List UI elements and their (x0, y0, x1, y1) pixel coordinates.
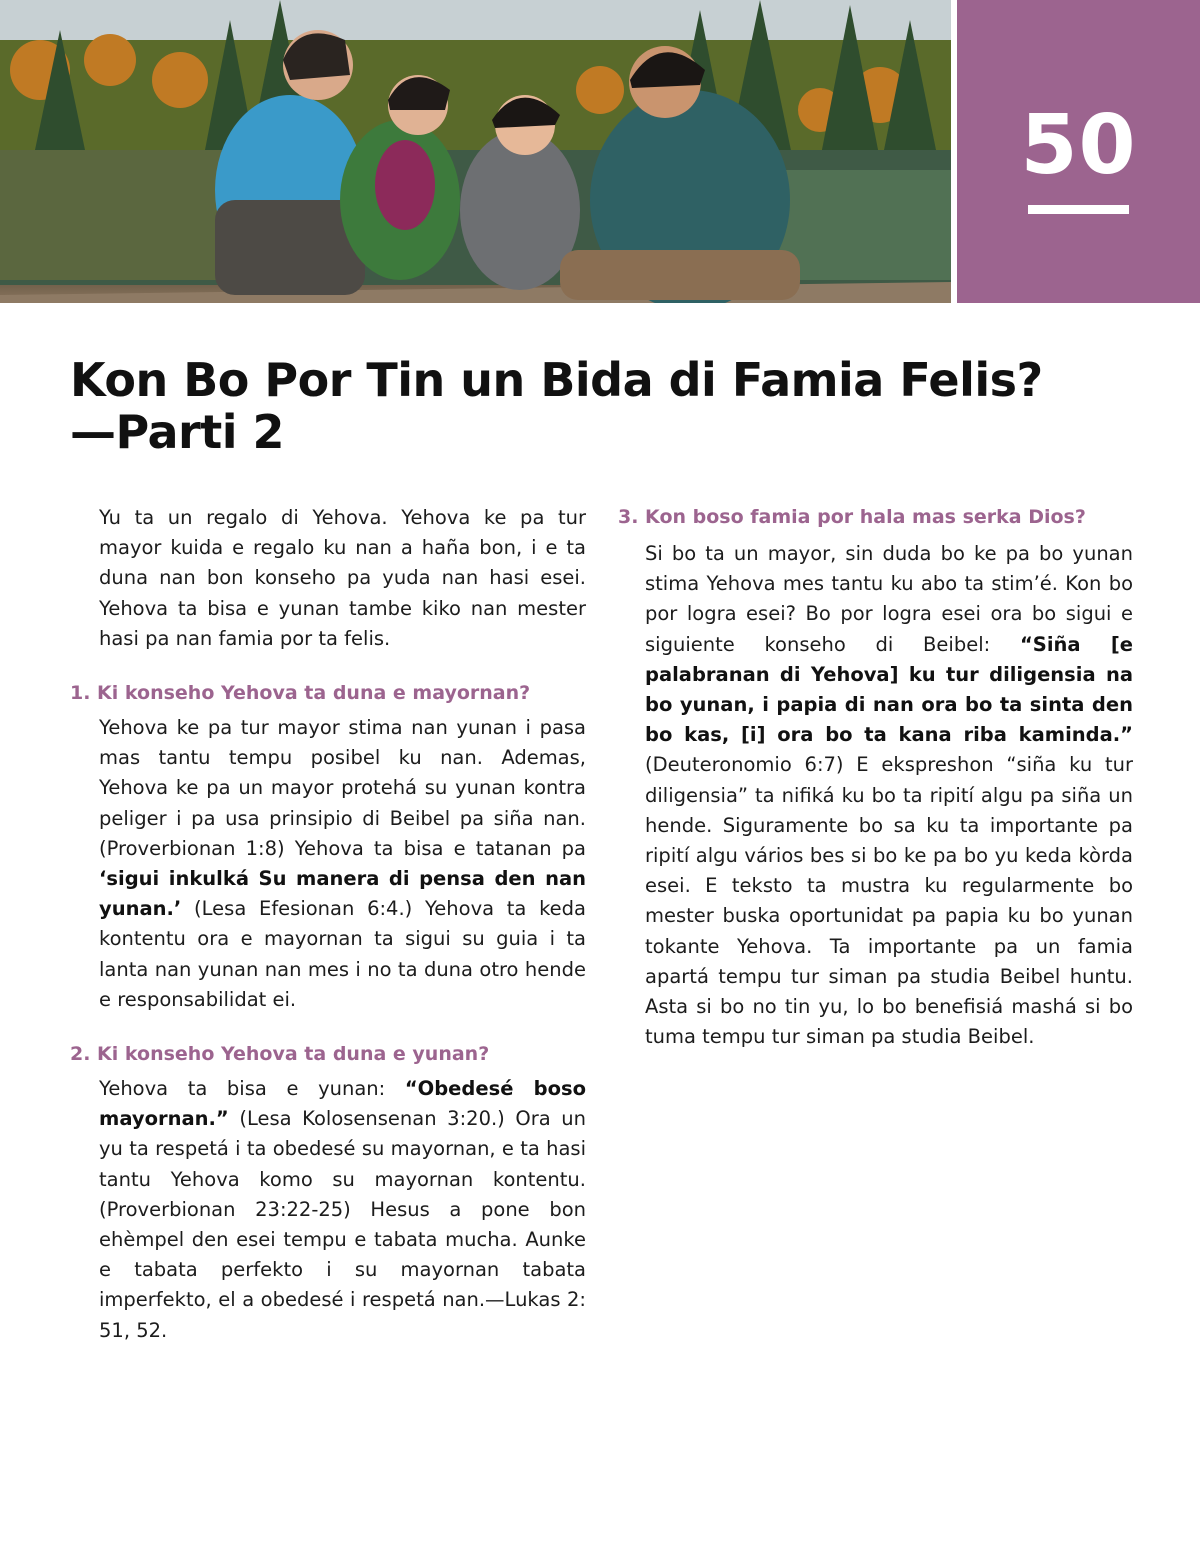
intro-paragraph: Yu ta un regalo di Yehova. Yehova ke pa tur mayor kuida e regalo ku nan a haña bon, i e ta duna nan bon konseho pa yuda nan hasi esei. Yehova ta bisa e yunan tambe kiko nan mester hasi pa nan famia por ta felis. (99, 506, 586, 650)
section-3-text-b: (Deuteronomio 6:7) E ekspreshon “siña ku tur diligensia” ta nifiká ku bo ta ripití algu pa siña un hende. Siguramente bo sa ku ta importante pa ripití algu vários bes si bo ke pa bo yu keda kòrda esei. E teksto ta mustra ku regularmente bo mester buska oportunidat pa papia ku bo yunan tokante Yehova. Ta importante pa un famia apartá tempu tur siman pa studia Beibel huntu. Asta si bo no tin yu, lo bo benefisiá mashá si bo tuma tempu tur siman pa studia Beibel. (645, 753, 1133, 1049)
section-1-quote: ‘sigui inkulká Su manera di pensa den nan yunan.’ (99, 867, 586, 921)
section-1-text-b: (Lesa Efesionan 6:4.) Yehova ta keda kontentu ora e mayornan ta sigui su guia i ta lanta nan yunan nan mes i no ta duna otro hende e responsabilidat ei. (99, 897, 586, 1011)
left-column (70, 503, 586, 1346)
section-1-text-a: Yehova ke pa tur mayor stima nan yunan i pasa mas tantu tempu posibel ku nan. Ademas, Yehova ke pa un mayor protehá su yunan kontra peliger i pa usa prinsipio di Beibel pa siña nan. (Proverbionan 1:8) Yehova ta bisa e tatanan pa (99, 716, 586, 860)
section-3-text-a: Si bo ta un mayor, sin duda bo ke pa bo yunan stima Yehova mes tantu ku abo ta stim’é. Kon bo por logra esei? Bo por logra esei ora bo sigui e siguiente konseho di Beibel: (645, 542, 1133, 656)
section-2-paragraph (70, 1074, 586, 1346)
lesson-number: 50 (1020, 98, 1137, 193)
section-2-text-a: Yehova ta bisa e yunan: (99, 1077, 405, 1101)
section-3-quote: “Siña [e palabranan di Yehova] ku tur diligensia na bo yunan, i papia di nan ora bo ta sinta den bo kas, [i] ora bo ta kana riba kaminda.” (645, 632, 1133, 747)
section-1-heading: 1. Ki konseho Yehova ta duna e mayornan? (70, 682, 531, 705)
section-1-paragraph (70, 713, 586, 1015)
lesson-number-underline (1028, 205, 1129, 214)
page-title (70, 354, 1130, 458)
page-title-line2: —Parti 2 (70, 405, 284, 459)
right-column (618, 503, 1133, 1052)
page-title-line1: Kon Bo Por Tin un Bida di Famia Felis? (70, 353, 1043, 407)
section-2-heading: 2. Ki konseho Yehova ta duna e yunan? (70, 1043, 490, 1066)
section-3-heading: 3. Kon boso famia por hala mas serka Dios? (618, 506, 1086, 528)
section-3-paragraph (618, 539, 1133, 1052)
family-photo-illustration (0, 0, 951, 303)
section-2-text-b: (Lesa Kolosensenan 3:20.) Ora un yu ta respetá i ta obedesé su mayornan, e ta hasi tantu Yehova komo su mayornan kontentu. (Proverbionan 23:22-25) Hesus a pone bon ehèmpel den esei tempu e tabata mucha. Aunke e tabata perfekto i su mayornan tabata imperfekto, el a obedesé i respetá nan.—Lukas 2: 51, 52. (99, 1107, 586, 1342)
section-2-quote: “Obedesé boso mayornan.” (99, 1077, 586, 1131)
family-photo (0, 0, 951, 303)
lesson-number-box (957, 0, 1200, 303)
